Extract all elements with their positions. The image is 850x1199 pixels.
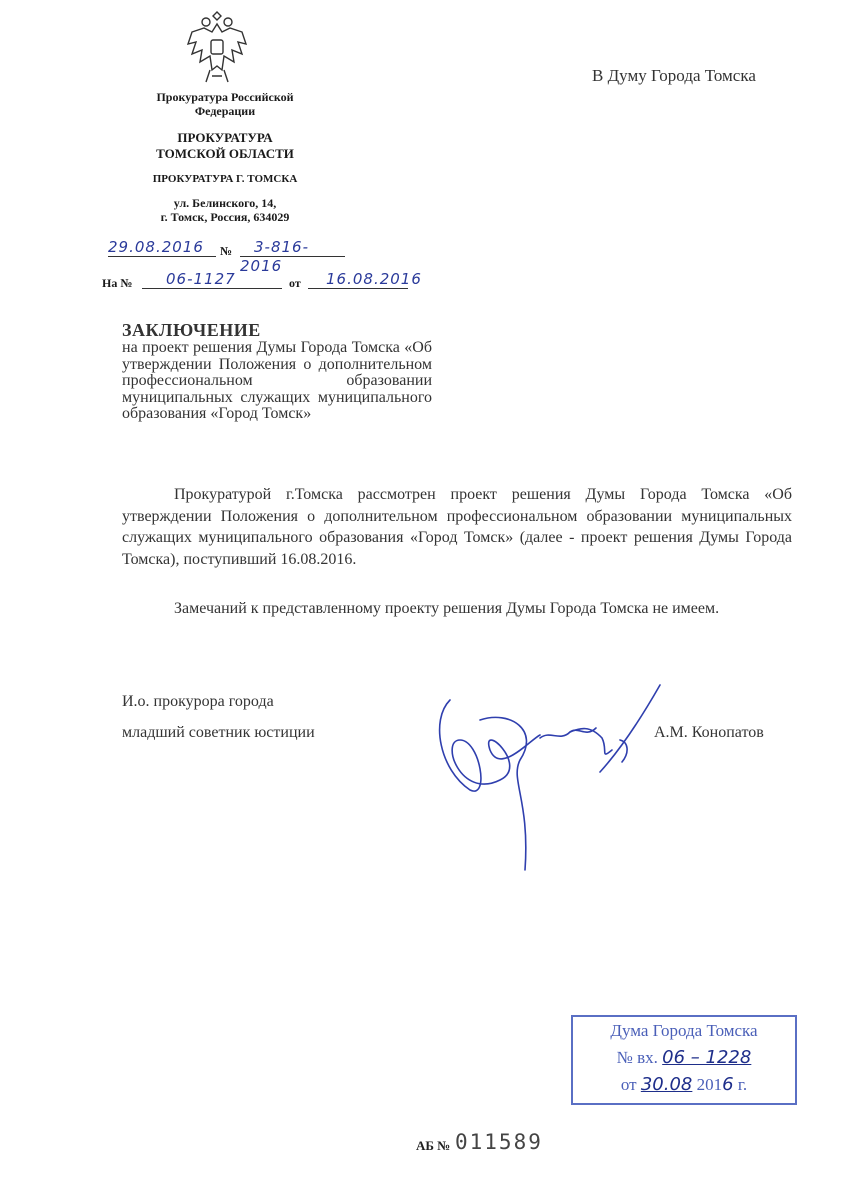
document-title: ЗАКЛЮЧЕНИЕ <box>122 320 261 340</box>
stamp-date-row <box>573 1074 795 1095</box>
outgoing-date: 29.08.2016 <box>108 238 204 256</box>
outgoing-date-line <box>108 238 216 257</box>
stamp-number-label: № вх. <box>616 1048 658 1067</box>
stamp-year-suffix: 6 <box>722 1074 734 1095</box>
outgoing-number-label: № <box>220 244 233 258</box>
stamp-year-prefix: 201 <box>696 1075 723 1094</box>
reference-from-label: от <box>289 276 301 290</box>
addressee: В Думу Города Томска <box>592 66 756 85</box>
stamp-year-end: г. <box>737 1075 748 1094</box>
form-serial-number: 011589 <box>455 1130 543 1154</box>
reference-number-line <box>142 270 282 289</box>
stamp-org-name: Дума Города Томска <box>610 1021 758 1040</box>
reference-label: На № <box>102 276 133 290</box>
org-name-federation: Прокуратура Российской Федерации <box>156 90 294 118</box>
stamp-number-row <box>573 1047 795 1068</box>
signer-position-line-1: И.о. прокурора города <box>122 693 274 710</box>
reference-date-line <box>308 270 422 289</box>
reference-date: 16.08.2016 <box>326 270 422 288</box>
form-serial-label: АБ № <box>416 1138 451 1153</box>
org-name-city: ПРОКУРАТУРА Г. ТОМСКА <box>152 173 298 185</box>
stamp-number: 06 – 1228 <box>662 1047 752 1068</box>
outgoing-number-line <box>240 238 345 275</box>
reference-number: 06-1127 <box>166 270 236 288</box>
org-name-region: ПРОКУРАТУРА ТОМСКОЙ ОБЛАСТИ <box>156 130 294 161</box>
body-paragraph-2: Замечаний к представленному проекту решения Думы Города Томска не имеем. <box>174 600 720 617</box>
org-address: ул. Белинского, 14, г. Томск, Россия, 634029 <box>160 196 290 224</box>
stamp-date: 30.08 <box>640 1074 693 1095</box>
stamp-from-label: от <box>620 1075 637 1094</box>
body-paragraph-1: Прокуратурой г.Томска рассмотрен проект решения Думы Города Томска «Об утверждении Положения о дополнительном профессиональном образовании муниципальных служащих муниципального образования «Город Томск» (далее - проект решения Думы Города Томска), поступивший 16.08.2016. <box>122 486 792 568</box>
document-subject: на проект решения Думы Города Томска «Об утверждении Положения о дополнительном профессиональном образовании муниципальных служащих муниципального образования «Город Томск» <box>122 339 432 422</box>
incoming-registration-stamp <box>571 1015 797 1105</box>
signer-name: А.М. Конопатов <box>654 724 764 741</box>
outgoing-number: 3-816-2016 <box>240 238 309 275</box>
signer-position-line-2: младший советник юстиции <box>122 724 315 741</box>
coat-of-arms-emblem <box>182 10 252 88</box>
handwritten-signature <box>420 680 680 880</box>
